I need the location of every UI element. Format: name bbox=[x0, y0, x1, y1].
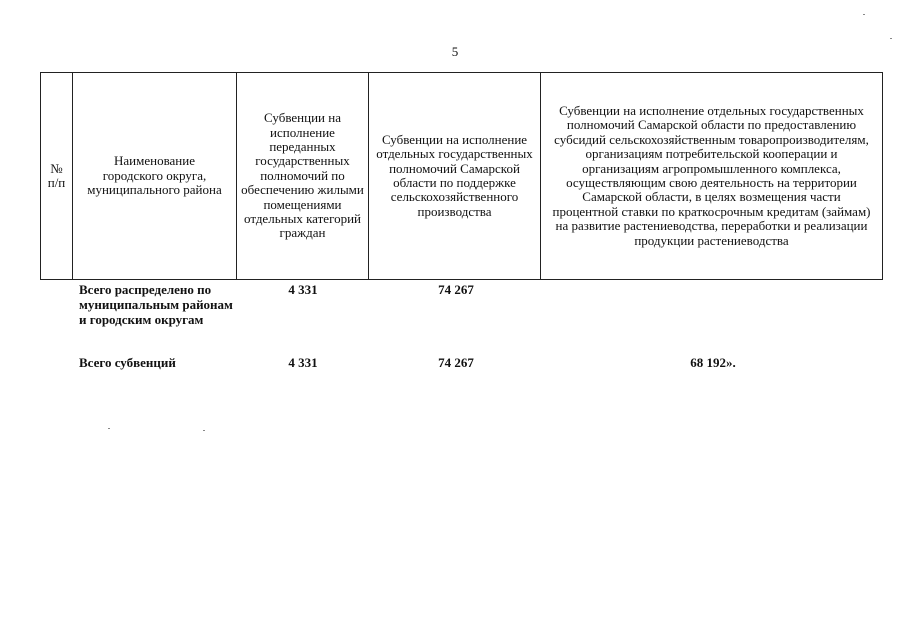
header-housing-subventions: Субвенции на исполнение переданных государственных полномочий по обеспечению жилыми помещениями отдельных категорий граждан bbox=[237, 73, 369, 280]
scan-speck bbox=[890, 38, 892, 39]
row-value-housing-total: 4 331 bbox=[288, 355, 318, 370]
row-value-housing: 4 331 bbox=[288, 282, 318, 297]
header-name: Наименование городского округа, муниципального района bbox=[73, 73, 237, 280]
row-value-agriculture-total: 74 267 bbox=[438, 355, 474, 370]
header-interest-rate-subventions: Субвенции на исполнение отдельных государственных полномочий Самарской области по предоставлению субсидий сельскохозяйственным товаропроизводителям, организациям потребительской кооперации и организациям агропромышленного комплекса, осуществляющим свою деятельность на территории Самарской области, в целях возмещения части процентной ставки по краткосрочным кредитам (займам) на развитие растениеводства, переработки и реализации продукции растениеводства bbox=[541, 73, 883, 280]
row-value-interest-total: 68 192». bbox=[690, 355, 736, 370]
page-number: 5 bbox=[451, 44, 459, 59]
row-label-total: Всего субвенций bbox=[79, 355, 176, 370]
subvention-table bbox=[40, 72, 883, 280]
row-label-distributed: Всего распределено по муниципальным районам и городским округам bbox=[79, 282, 233, 327]
row-value-agriculture: 74 267 bbox=[438, 282, 474, 297]
header-agriculture-subventions: Субвенции на исполнение отдельных государственных полномочий Самарской области по поддержке сельскохозяйственного производства bbox=[369, 73, 541, 280]
table-header-wrapper bbox=[40, 72, 883, 280]
table-header-row bbox=[41, 73, 883, 280]
scan-speck bbox=[203, 430, 205, 431]
scan-speck bbox=[108, 428, 110, 429]
scan-speck bbox=[863, 14, 865, 15]
header-num: № п/п bbox=[41, 73, 73, 280]
